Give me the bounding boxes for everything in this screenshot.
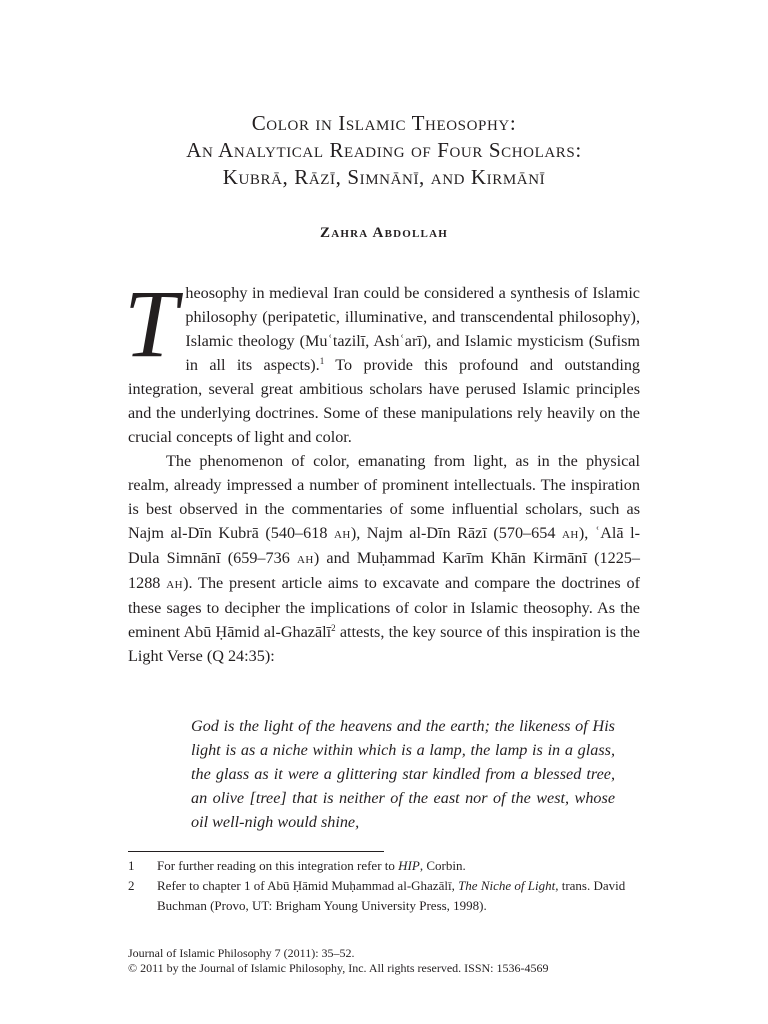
paragraph-2 [128,449,640,668]
journal-citation: Journal of Islamic Philosophy 7 (2011): 35–52. [128,946,355,960]
author-name: Zahra Abdollah [320,225,448,241]
footnote-item [128,856,648,876]
footnote-text: , Corbin. [419,858,466,873]
paragraph-2-seg-6: attests, the key source of this inspiration is the Light Verse (Q 24:35): [128,623,640,665]
paragraph-2-seg-5: ). The present article aims to excavate and compare the doctrines of these sages to decipher the implications of color in Islamic theosophy. As the eminent Abū Ḥāmid al-Ghazālī [128,574,641,641]
footnotes [128,856,648,916]
journal-copyright: © 2011 by the Journal of Islamic Philosophy, Inc. All rights reserved. ISSN: 1536-4569 [128,961,549,975]
paragraph-2-seg-4: ) and Muḥammad Karīm Khān Kirmānī (1225–1288 [128,549,640,592]
paragraph-2-seg-1: The phenomenon of color, emanating from light, as in the physical realm, already impressed a number of prominent intellectuals. The inspiration is best observed in the commentaries of some influential scholars, such as Najm al-Dīn Kubrā (540–618 [128,452,640,542]
footnote-text: For further reading on this integration refer to [157,858,399,873]
title-line-3: Kubrā, Rāzī, Simnānī, and Kirmānī [222,165,546,189]
paragraph-1 [124,270,641,449]
journal-info [128,946,648,976]
era-abbrev: ah [561,526,579,542]
paragraph-1-text-b: To provide this profound and outstanding integration, several great ambitious scholars have perused Islamic principles and the underlying doctrines. Some of these manipulations rely heavily on the crucial concepts of light and color. [128,356,641,446]
footnote-ref-2[interactable]: 2 [331,623,336,633]
paragraph-2-seg-2: ), Najm al-Dīn Rāzī (570–654 [350,524,562,542]
footnote-divider [128,851,384,852]
paragraph-1-text-a: heosophy in medieval Iran could be considered a synthesis of Islamic philosophy (peripatetic, illuminative, and transcendental philosophy), Islamic theology (Muʿtazilī, Ashʿarī), and Islamic mysticism (Sufism in all its aspects). [185,284,640,374]
footnote-text: Refer to chapter 1 of Abū Ḥāmid Muḥammad al-Ghazālī, [157,878,459,893]
drop-cap: T [124,270,178,377]
footnote-item [128,876,648,916]
block-quote: God is the light of the heavens and the earth; the likeness of His light is as a niche within which is a lamp, the lamp is in a glass, the glass as it were a glittering star kindled from a blessed tree, an olive [tree] that is neither of the east nor of the west, whose oil well-nigh would shine, [191,717,615,831]
article-title [0,110,768,191]
era-abbrev: ah [296,551,314,567]
footnote-italic: HIP [398,858,420,873]
footnote-number: 1 [128,858,135,873]
era-abbrev: ah [333,526,351,542]
footnote-number: 2 [128,878,135,893]
footnote-italic: The Niche of Light [458,878,556,893]
footnote-ref-1[interactable]: 1 [319,356,325,366]
paragraph-2-seg-3: ), ʿAlā l-Dula Simnānī (659–736 [128,524,640,567]
era-abbrev: ah [166,576,184,592]
title-line-1: Color in Islamic Theosophy: [251,111,517,135]
footnote-text: , trans. David Buchman (Provo, UT: Brigham Young University Press, 1998). [157,878,626,913]
article-body [124,270,641,668]
title-line-2: An Analytical Reading of Four Scholars: [186,138,582,162]
